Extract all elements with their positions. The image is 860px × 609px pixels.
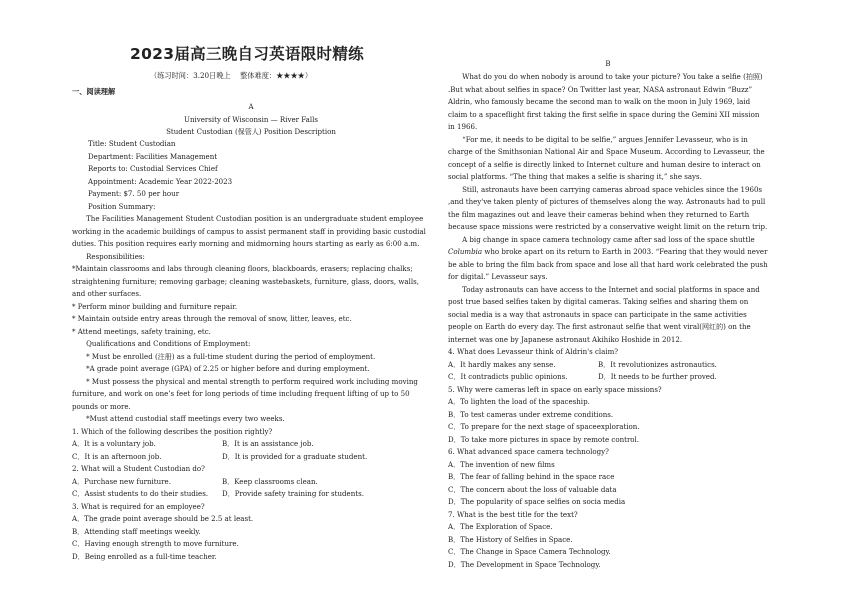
passage-b-paragraph: Today astronauts can have access to the Internet and social platforms in space and post true based selfies taken by digital cameras. Taking selfies and sharing them on social media is a way that astronauts in space can participate in the same activities people on Earth do every day. The first astronaut selfie that went viral(网红的) on the internet was one by Japanese astronaut Akihiko Hoshide in 2012. [448,284,760,344]
option[interactable]: A．Purchase new furniture. [72,476,171,486]
option[interactable]: C．Having enough strength to move furniture. [72,539,239,548]
option[interactable]: A．It hardly makes any sense. [448,359,556,369]
question-4: 4. What does Levasseur think of Aldrin's claim? [448,347,619,356]
option[interactable]: B．Keep classrooms clean. [222,476,318,486]
option[interactable]: D．Provide safety training for students. [222,489,364,498]
option[interactable]: D．To take more pictures in space by remote control. [448,434,640,444]
option[interactable]: D．It needs to be further proved. [598,372,717,381]
paragraph-text: who broke apart on its return to Earth in 2003. “Fearing that they would never be able to bring the film back from space and lose all that hard work celebrated the push for digital.” Levasseur says. [448,247,768,281]
question-1-options-row [72,438,430,451]
option[interactable]: A．The grade point average should be 2.5 at least. [72,514,254,523]
question-1: 1. Which of the following describes the position rightly? [72,426,273,436]
page-title: 2023届高三晚自习英语限时精练 [130,45,364,63]
question-4-options-row [448,359,768,372]
question-2: 2. What will a Student Custodian do? [72,464,205,473]
question-3: 3. What is required for an employee? [72,501,205,511]
option[interactable]: B．Attending staff meetings weekly. [72,526,201,536]
option[interactable]: B．It is an assistance job. [222,439,314,448]
passage-a-university: University of Wisconsin — River Falls [184,114,318,124]
qualification-item: *A grade point average (GPA) of 2.25 or higher before and during employment. [86,364,370,373]
passage-a-heading: Student Custodian (保管人) Position Description [166,127,336,136]
responsibility-item: * Perform minor building and furniture repair. [72,301,238,311]
question-7: 7. What is the best title for the text? [448,509,578,519]
option[interactable]: B．The History of Selfies in Space. [448,534,573,544]
option[interactable]: B．The fear of falling behind in the space race [448,472,615,481]
option[interactable]: C．Assist students to do their studies. [72,489,209,498]
field-department: Department: Facilities Management [88,151,218,161]
qualification-item: * Must be enrolled (注册) as a full-time student during the period of employment. [86,351,376,361]
section-heading: 一、阅读理解 [72,87,116,96]
passage-b-paragraph: What do you do when nobody is around to take your picture? You take a selfie (拍照) .But what about selfies in space? On Twitter last year, NASA astronaut Edwin “Buzz” Aldrin, who famously became the second man to walk on the moon in July 1969, laid claim to a spaceflight first taking the first selfie in space during the Gemini XII mission in 1966. [448,72,763,131]
responsibility-item: *Maintain classrooms and labs through cleaning floors, blackboards, erasers; replacing chalks; straightening furniture; removing garbage; cleaning wastebaskets, furniture, glass, doors, walls, and other surfaces. [72,264,419,298]
responsibilities-title: Responsibilities: [86,251,145,261]
option[interactable]: C．To prepare for the next stage of spaceexploration. [448,422,640,431]
option[interactable]: C．It is an afternoon job. [72,451,162,461]
paragraph-text: A big change in space camera technology came after sad loss of the space shuttle [462,234,755,244]
question-4-options-row [448,371,768,384]
question-2-options-row [72,476,430,489]
qualifications-title: Qualifications and Conditions of Employment: [86,339,251,348]
responsibility-item: * Attend meetings, safety training, etc. [72,326,211,336]
passage-a-fields [88,138,430,213]
option[interactable]: B．To test cameras under extreme conditions. [448,409,614,419]
option[interactable]: C．The Change in Space Camera Technology. [448,547,611,556]
field-payment: Payment: $7. 50 per hour [88,189,180,198]
field-summary-label: Position Summary: [88,201,156,211]
option[interactable]: A．The Exploration of Space. [448,522,553,531]
passage-b-body [448,71,768,571]
passage-b-paragraph [448,234,768,284]
option[interactable]: A．To lighten the load of the spaceship. [448,397,590,406]
passage-a-body [72,213,430,563]
question-2-options-row [72,488,430,501]
position-summary: The Facilities Management Student Custodian position is an undergraduate student employee working in the academic buildings of campus to assist permanent staff in providing basic custodial duties. This position requires early morning and midmorning hours starting as early as 6:00 a.m. [72,214,426,248]
passage-a-header [72,101,430,139]
field-appointment: Appointment: Academic Year 2022-2023 [88,176,233,186]
option[interactable]: D．Being enrolled as a full-time teacher. [72,551,217,561]
passage-a-label: A [248,102,254,111]
option[interactable]: D．The popularity of space selfies on socia media [448,497,626,506]
option[interactable]: D．The Development in Space Technology. [448,559,601,569]
option[interactable]: A．It is a voluntary job. [72,439,156,448]
option[interactable]: C．The concern about the loss of valuable data [448,484,617,494]
option[interactable]: B．It revolutionizes astronautics. [598,359,717,369]
passage-b-paragraph: “For me, it needs to be digital to be selfie,” argues Jennifer Levasseur, who is in charge of the Smithsonian National Air and Space Museum. According to Levasseur, the concept of a selfie is directly linked to Internet culture and human desire to interact on social platforms. “The thing that makes a selfie is sharing it,” she says. [448,134,765,181]
page-subtitle: （练习时间：3.20日晚上 整体难度：★★★★） [150,71,313,80]
responsibility-item: * Maintain outside entry areas through the removal of snow, litter, leaves, etc. [72,314,352,323]
option[interactable]: D．It is provided for a graduate student. [222,451,368,461]
option[interactable]: A．The invention of new films [448,459,555,469]
option[interactable]: C．It contradicts public opinions. [448,372,568,381]
field-title: Title: Student Custodian [88,139,176,148]
qualification-item: * Must possess the physical and mental strength to perform required work including moving furniture, and work on one’s feet for long periods of time including frequent lifting of up to 50 pounds or more. [72,376,418,411]
question-6: 6. What advanced space camera technology? [448,447,609,456]
field-reports-to: Reports to: Custodial Services Chief [88,164,218,173]
qualification-item: *Must attend custodial staff meetings every two weeks. [86,414,285,423]
passage-b-label: B [605,59,611,68]
shuttle-name: Columbia [448,247,483,256]
question-5: 5. Why were cameras left in space on early space missions? [448,384,662,394]
question-1-options-row [72,451,430,464]
passage-b-paragraph: Still, astronauts have been carrying cameras abroad space vehicles since the 1960s ,and they've taken plenty of pictures of themselves along the way. Astronauts had to pull the film magazines out and leave their cameras behind when they returned to Earth because space missions were restricted by a conservative weight limit on the return trip. [448,184,768,231]
